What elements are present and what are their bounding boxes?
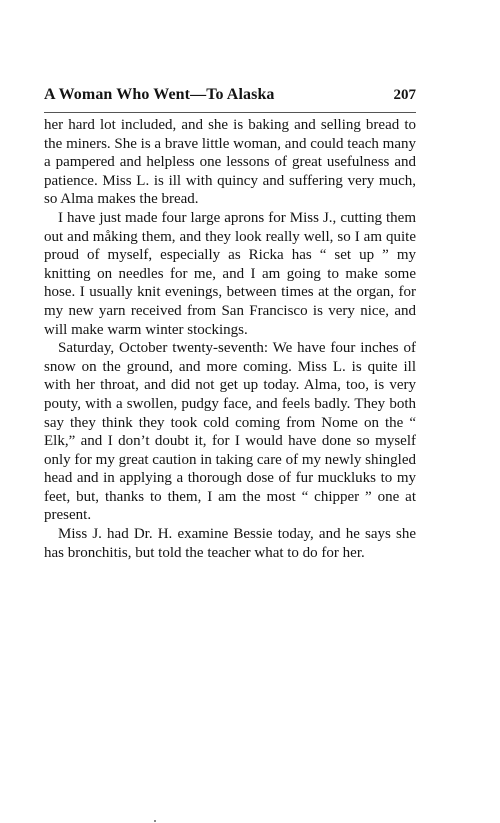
paragraph-bessie: Miss J. had Dr. H. examine Bessie today, and he says she has bronchitis, but told the teacher what to do for her. xyxy=(44,526,416,561)
running-title: A Woman Who Went—To Alaska xyxy=(44,86,275,103)
header-rule xyxy=(44,112,416,113)
paragraph-october-entry: Saturday, October twenty-seventh: We have four inches of snow on the ground, and more coming. Miss L. is quite ill with her throat, and did not get up today. Alma, too, is very pouty, with a swollen, pudgy face, and feels badly. They both say they think they took cold coming from Nome on the “ Elk,” and I don’t doubt it, for I would have done so myself only for my great caution in taking care of my newly shingled head and in applying a thorough dose of fur muckluks to my feet, but, thanks to them, I am the most “ chipper ” one at present. xyxy=(44,340,416,524)
page-number: 207 xyxy=(393,87,416,103)
scan-speck xyxy=(154,820,156,822)
page-header xyxy=(44,86,416,108)
page-body xyxy=(44,116,416,562)
paragraph-continuation: her hard lot included, and she is baking and selling bread to the miners. She is a brave little woman, and could teach many a pampered and helpless one lessons of great usefulness and patience. Miss L. is ill with quincy and suffering very much, so Alma makes the bread. xyxy=(44,117,416,208)
paragraph-aprons: I have just made four large aprons for Miss J., cutting them out and måking them, and they look really well, so I am quite proud of myself, especially as Ricka has “ set up ” my knitting on needles for me, and I am going to make some hose. I usually knit evenings, between times at the organ, for my new yarn received from San Francisco is very nice, and will make warm winter stockings. xyxy=(44,209,416,338)
